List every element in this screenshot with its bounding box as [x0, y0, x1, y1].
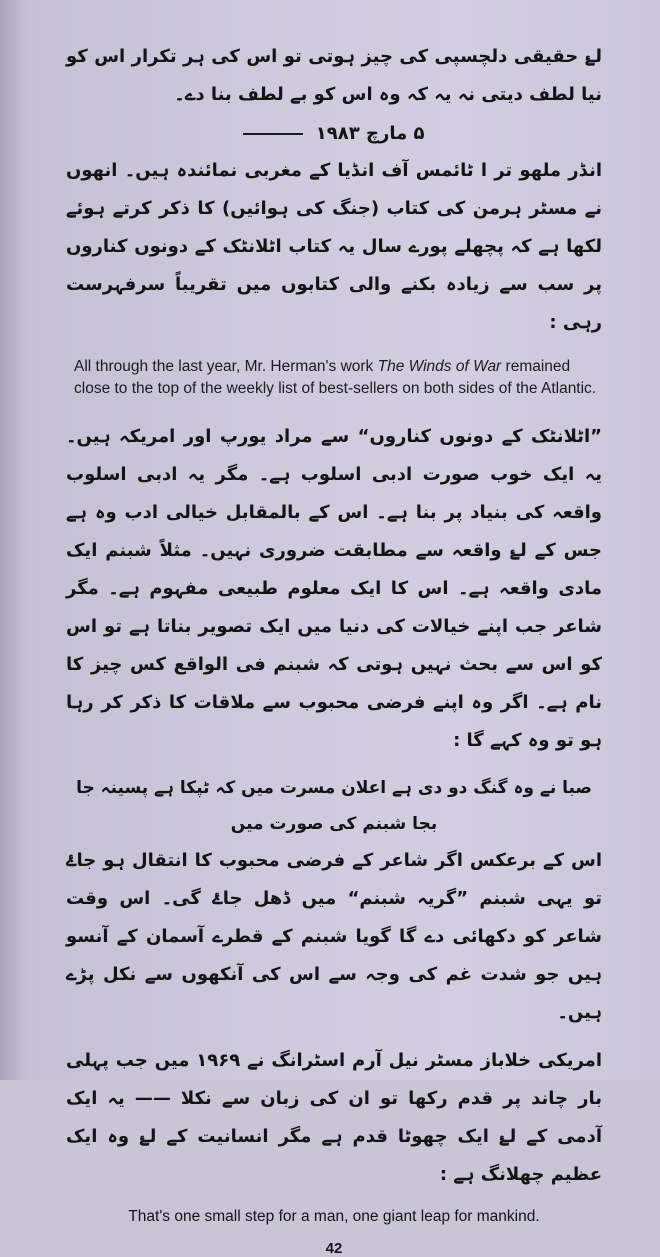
page-number: 42	[325, 1240, 343, 1257]
spacer	[66, 1032, 602, 1042]
urdu-paragraph-1: لۓ حقیقی دلچسپی کی چیز ہوتی تو اس کی ہر تکرار اس کو نیا لطف دیتی نہ یہ کہ وہ اس کو بے لطف بنا دے۔	[66, 46, 602, 105]
english-quote	[74, 356, 602, 400]
urdu-paragraph-2: انڈر ملھو تر ا ٹائمس آف انڈیا کے مغربی نمائندہ ہیں۔ انھوں نے مسٹر ہرمن کی کتاب (جنگ کی ہوائیں) کا ذکر کرتے ہوئے لکھا ہے کہ پچھلے پورے سال یہ کتاب اٹلانٹک کے دونوں کناروں پر سب سے زیادہ بکنے والی کتابوں میں تقریباً سرفہرست رہی :	[66, 160, 602, 333]
english-quote-title: The Winds of War	[377, 358, 502, 375]
date-heading	[66, 116, 602, 152]
poem-verse: صبا نے وہ گنگ دو دی ہے اعلان مسرت میں کہ ٹپکا ہے پسینہ جا بجا شبنم کی صورت میں	[76, 778, 592, 834]
armstrong-quote: That's one small step for a man, one giant leap for mankind.	[128, 1208, 540, 1225]
urdu-paragraph-3: ”اٹلانٹک کے دونوں کناروں“ سے مراد یورپ اور امریکہ ہیں۔ یہ ایک خوب صورت ادبی اسلوب ہے۔ مگر یہ ادبی اسلوب واقعہ کی بنیاد پر بنا ہے۔ اس کے بالمقابل خیالی ادب وہ ہے جس کے لۓ واقعہ سے مطابقت ضروری نہیں۔ مثلاً شبنم ایک مادی واقعہ ہے۔ اس کا ایک معلوم طبیعی مفہوم ہے۔ مگر شاعر جب اپنے خیالات کی دنیا میں ایک تصویر بناتا ہے تو اس کو اس سے بحث نہیں ہوتی کہ شبنم فی الواقع کس چیز کا نام ہے۔ اگر وہ اپنے فرضی محبوب سے ملاقات کا ذکر کر رہا ہو تو وہ کہے گا :	[66, 426, 602, 751]
spacer	[66, 760, 602, 770]
urdu-paragraph-5: امریکی خلاباز مسٹر نیل آرم اسٹرانگ نے ۱۹۶۹ میں جب پہلی بار چاند پر قدم رکھا تو ان کی زبان سے نکلا —— یہ ایک آدمی کے لۓ ایک چھوٹا قدم ہے مگر انسانیت کے لۓ وہ ایک عظیم چھلانگ ہے :	[66, 1050, 602, 1185]
english-quote-after: remained close to the top of the weekly list of best-sellers on both sides of the Atlantic.	[74, 358, 597, 397]
urdu-paragraph-4: اس کے برعکس اگر شاعر کے فرضی محبوب کا انتقال ہو جاۓ تو یہی شبنم ”گریہ شبنم“ میں ڈھل جاۓ گی۔ اس وقت شاعر کو دکھائی دے گا گویا شبنم کے قطرے آسمان کے آنسو ہیں جو شدت غم کی وجہ سے اس کی آنکھوں سے نکل پڑے ہیں۔	[66, 850, 602, 1023]
date-dash	[243, 133, 303, 135]
date-text: ۵ مارچ ۱۹۸۳	[315, 123, 425, 144]
english-quote-before: All through the last year, Mr. Herman's work	[74, 358, 378, 375]
